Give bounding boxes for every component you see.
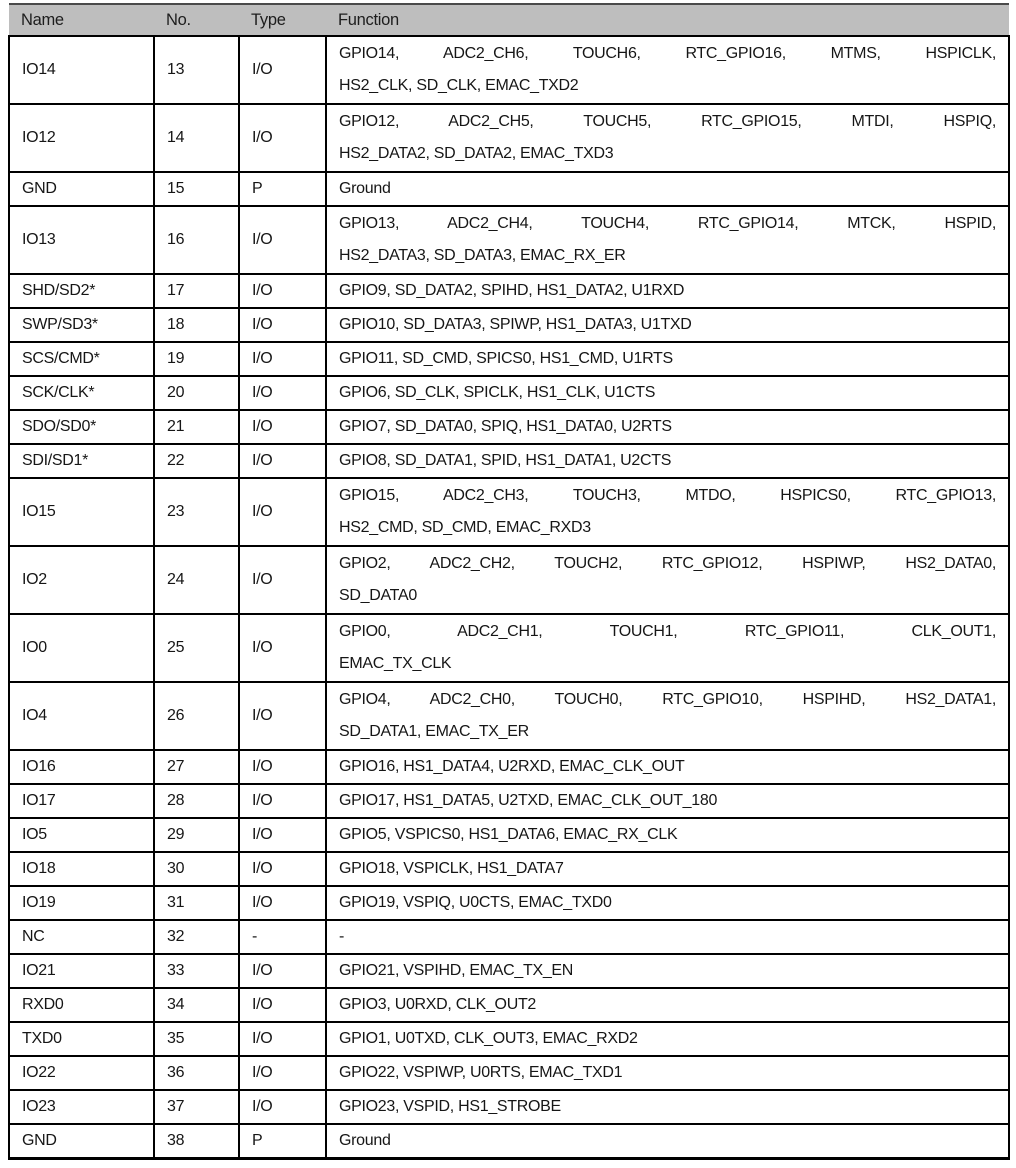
pin-number-cell: 23 [154, 478, 239, 546]
pin-function-line: GPIO3, U0RXD, CLK_OUT2 [339, 996, 537, 1013]
pin-function-line: GPIO11, SD_CMD, SPICS0, HS1_CMD, U1RTS [339, 350, 673, 367]
table-row [9, 784, 1009, 818]
pin-number-cell: 24 [154, 546, 239, 614]
pin-number-cell: 15 [154, 172, 239, 206]
pin-name-cell: SCK/CLK* [9, 376, 154, 410]
pin-name-cell: IO16 [9, 750, 154, 784]
pin-function-line: GPIO15, ADC2_CH3, TOUCH3, MTDO, HSPICS0, RTC_GPIO13, [339, 487, 996, 504]
pin-function-line: SD_DATA1, EMAC_TX_ER [339, 723, 529, 740]
pin-function-line: HS2_DATA2, SD_DATA2, EMAC_TXD3 [339, 145, 614, 162]
pin-number-cell: 17 [154, 274, 239, 308]
pin-function-cell [326, 1022, 1009, 1056]
pin-type-cell: I/O [239, 206, 326, 274]
pin-name-cell: IO5 [9, 818, 154, 852]
pin-name-cell: IO15 [9, 478, 154, 546]
pin-name-cell: IO13 [9, 206, 154, 274]
pin-name-cell: SDO/SD0* [9, 410, 154, 444]
pin-function-cell [326, 410, 1009, 444]
pin-function-line: GPIO17, HS1_DATA5, U2TXD, EMAC_CLK_OUT_180 [339, 792, 718, 809]
pin-name-cell: SHD/SD2* [9, 274, 154, 308]
pin-function-cell [326, 206, 1009, 274]
pin-function-line: GPIO19, VSPIQ, U0CTS, EMAC_TXD0 [339, 894, 612, 911]
table-row [9, 852, 1009, 886]
table-row [9, 546, 1009, 614]
pin-function-line: Ground [339, 180, 391, 197]
table-row [9, 818, 1009, 852]
pin-type-cell: I/O [239, 410, 326, 444]
pin-function-line: GPIO4, ADC2_CH0, TOUCH0, RTC_GPIO10, HSPIHD, HS2_DATA1, [339, 691, 996, 708]
pin-number-cell: 20 [154, 376, 239, 410]
pin-type-cell: I/O [239, 614, 326, 682]
pin-type-cell: I/O [239, 954, 326, 988]
pin-function-line: GPIO8, SD_DATA1, SPID, HS1_DATA1, U2CTS [339, 452, 672, 469]
pin-function-cell [326, 1090, 1009, 1124]
pin-function-cell [326, 886, 1009, 920]
pin-function-line: Ground [339, 1132, 391, 1149]
table-row [9, 1056, 1009, 1090]
pin-type-cell: I/O [239, 988, 326, 1022]
pin-type-cell: P [239, 1124, 326, 1159]
pin-function-line: GPIO14, ADC2_CH6, TOUCH6, RTC_GPIO16, MTMS, HSPICLK, [339, 45, 996, 62]
pin-name-cell: IO2 [9, 546, 154, 614]
pin-number-cell: 25 [154, 614, 239, 682]
pin-type-cell: I/O [239, 682, 326, 750]
pin-function-cell [326, 1056, 1009, 1090]
pin-type-cell: I/O [239, 1056, 326, 1090]
pin-function-line: GPIO13, ADC2_CH4, TOUCH4, RTC_GPIO14, MTCK, HSPID, [339, 215, 996, 232]
column-header-function: Function [326, 4, 1009, 36]
pin-function-cell [326, 1124, 1009, 1159]
pin-type-cell: I/O [239, 818, 326, 852]
pin-name-cell: SCS/CMD* [9, 342, 154, 376]
pin-type-cell: I/O [239, 546, 326, 614]
column-header-no: No. [154, 4, 239, 36]
table-row [9, 308, 1009, 342]
pin-name-cell: GND [9, 1124, 154, 1159]
pin-function-line: GPIO21, VSPIHD, EMAC_TX_EN [339, 962, 574, 979]
pin-name-cell: IO14 [9, 36, 154, 104]
pin-number-cell: 31 [154, 886, 239, 920]
table-row [9, 1090, 1009, 1124]
pin-type-cell: I/O [239, 784, 326, 818]
pin-type-cell: I/O [239, 478, 326, 546]
pin-number-cell: 18 [154, 308, 239, 342]
pin-function-line: EMAC_TX_CLK [339, 655, 452, 672]
table-row [9, 444, 1009, 478]
pin-function-line: HS2_CLK, SD_CLK, EMAC_TXD2 [339, 77, 579, 94]
pin-number-cell: 22 [154, 444, 239, 478]
pin-type-cell: I/O [239, 444, 326, 478]
pin-type-cell: I/O [239, 886, 326, 920]
pin-number-cell: 21 [154, 410, 239, 444]
pin-number-cell: 33 [154, 954, 239, 988]
pin-function-line: GPIO10, SD_DATA3, SPIWP, HS1_DATA3, U1TXD [339, 316, 692, 333]
table-row [9, 36, 1009, 104]
pin-name-cell: RXD0 [9, 988, 154, 1022]
pin-type-cell: - [239, 920, 326, 954]
pin-function-cell [326, 954, 1009, 988]
column-header-type: Type [239, 4, 326, 36]
column-header-name: Name [9, 4, 154, 36]
pin-name-cell: SDI/SD1* [9, 444, 154, 478]
pin-function-line: GPIO5, VSPICS0, HS1_DATA6, EMAC_RX_CLK [339, 826, 678, 843]
pin-function-line: SD_DATA0 [339, 587, 417, 604]
pin-function-line: GPIO6, SD_CLK, SPICLK, HS1_CLK, U1CTS [339, 384, 656, 401]
table-row [9, 410, 1009, 444]
table-row [9, 954, 1009, 988]
pin-function-line: GPIO2, ADC2_CH2, TOUCH2, RTC_GPIO12, HSPIWP, HS2_DATA0, [339, 555, 996, 572]
pin-type-cell: I/O [239, 342, 326, 376]
pin-function-cell [326, 478, 1009, 546]
pin-number-cell: 27 [154, 750, 239, 784]
table-row [9, 682, 1009, 750]
pin-function-cell [326, 376, 1009, 410]
pin-name-cell: SWP/SD3* [9, 308, 154, 342]
pin-type-cell: I/O [239, 750, 326, 784]
pin-function-line: GPIO16, HS1_DATA4, U2RXD, EMAC_CLK_OUT [339, 758, 685, 775]
pin-number-cell: 19 [154, 342, 239, 376]
pin-name-cell: TXD0 [9, 1022, 154, 1056]
pin-function-line: GPIO9, SD_DATA2, SPIHD, HS1_DATA2, U1RXD [339, 282, 685, 299]
pin-function-cell [326, 444, 1009, 478]
pin-function-cell [326, 104, 1009, 172]
pin-type-cell: I/O [239, 852, 326, 886]
pin-function-table [8, 3, 1010, 1160]
table-row [9, 274, 1009, 308]
pin-function-line: GPIO23, VSPID, HS1_STROBE [339, 1098, 561, 1115]
pin-name-cell: IO18 [9, 852, 154, 886]
pin-function-cell [326, 274, 1009, 308]
pin-name-cell: IO19 [9, 886, 154, 920]
pin-function-cell [326, 308, 1009, 342]
pin-function-line: GPIO0, ADC2_CH1, TOUCH1, RTC_GPIO11, CLK_OUT1, [339, 623, 996, 640]
pin-number-cell: 29 [154, 818, 239, 852]
pin-number-cell: 37 [154, 1090, 239, 1124]
table-row [9, 886, 1009, 920]
pin-name-cell: IO22 [9, 1056, 154, 1090]
pin-name-cell: IO0 [9, 614, 154, 682]
table-row [9, 988, 1009, 1022]
pin-number-cell: 34 [154, 988, 239, 1022]
pin-type-cell: I/O [239, 1090, 326, 1124]
pin-number-cell: 14 [154, 104, 239, 172]
pin-function-cell [326, 852, 1009, 886]
pin-type-cell: I/O [239, 104, 326, 172]
table-row [9, 478, 1009, 546]
table-row [9, 920, 1009, 954]
pin-number-cell: 26 [154, 682, 239, 750]
pin-type-cell: I/O [239, 308, 326, 342]
pin-number-cell: 16 [154, 206, 239, 274]
pin-function-line: GPIO12, ADC2_CH5, TOUCH5, RTC_GPIO15, MTDI, HSPIQ, [339, 113, 996, 130]
pin-function-line: GPIO18, VSPICLK, HS1_DATA7 [339, 860, 564, 877]
pin-type-cell: I/O [239, 274, 326, 308]
pin-number-cell: 28 [154, 784, 239, 818]
table-row [9, 1124, 1009, 1159]
pin-number-cell: 32 [154, 920, 239, 954]
pin-function-cell [326, 920, 1009, 954]
pin-name-cell: IO4 [9, 682, 154, 750]
pin-function-cell [326, 546, 1009, 614]
pin-function-line: GPIO7, SD_DATA0, SPIQ, HS1_DATA0, U2RTS [339, 418, 672, 435]
pin-type-cell: P [239, 172, 326, 206]
pin-function-line: - [339, 928, 345, 945]
pin-number-cell: 30 [154, 852, 239, 886]
pin-function-cell [326, 750, 1009, 784]
pin-name-cell: IO23 [9, 1090, 154, 1124]
pin-name-cell: IO17 [9, 784, 154, 818]
table-row [9, 172, 1009, 206]
pin-function-cell [326, 614, 1009, 682]
pin-function-cell [326, 172, 1009, 206]
pin-function-line: HS2_CMD, SD_CMD, EMAC_RXD3 [339, 519, 591, 536]
pin-type-cell: I/O [239, 376, 326, 410]
header-row [9, 4, 1009, 36]
pin-number-cell: 38 [154, 1124, 239, 1159]
table-row [9, 206, 1009, 274]
table-row [9, 104, 1009, 172]
pin-function-cell [326, 682, 1009, 750]
table-row [9, 750, 1009, 784]
pin-function-line: GPIO1, U0TXD, CLK_OUT3, EMAC_RXD2 [339, 1030, 638, 1047]
pin-type-cell: I/O [239, 36, 326, 104]
pin-name-cell: IO12 [9, 104, 154, 172]
table-row [9, 1022, 1009, 1056]
table-row [9, 614, 1009, 682]
pin-number-cell: 13 [154, 36, 239, 104]
pin-name-cell: IO21 [9, 954, 154, 988]
pin-function-cell [326, 342, 1009, 376]
pin-function-line: HS2_DATA3, SD_DATA3, EMAC_RX_ER [339, 247, 626, 264]
pin-function-line: GPIO22, VSPIWP, U0RTS, EMAC_TXD1 [339, 1064, 623, 1081]
pin-function-cell [326, 36, 1009, 104]
pin-name-cell: NC [9, 920, 154, 954]
pin-number-cell: 36 [154, 1056, 239, 1090]
pin-function-cell [326, 784, 1009, 818]
pin-function-cell [326, 988, 1009, 1022]
pin-type-cell: I/O [239, 1022, 326, 1056]
pin-name-cell: GND [9, 172, 154, 206]
pin-number-cell: 35 [154, 1022, 239, 1056]
table-row [9, 342, 1009, 376]
pin-function-cell [326, 818, 1009, 852]
table-row [9, 376, 1009, 410]
